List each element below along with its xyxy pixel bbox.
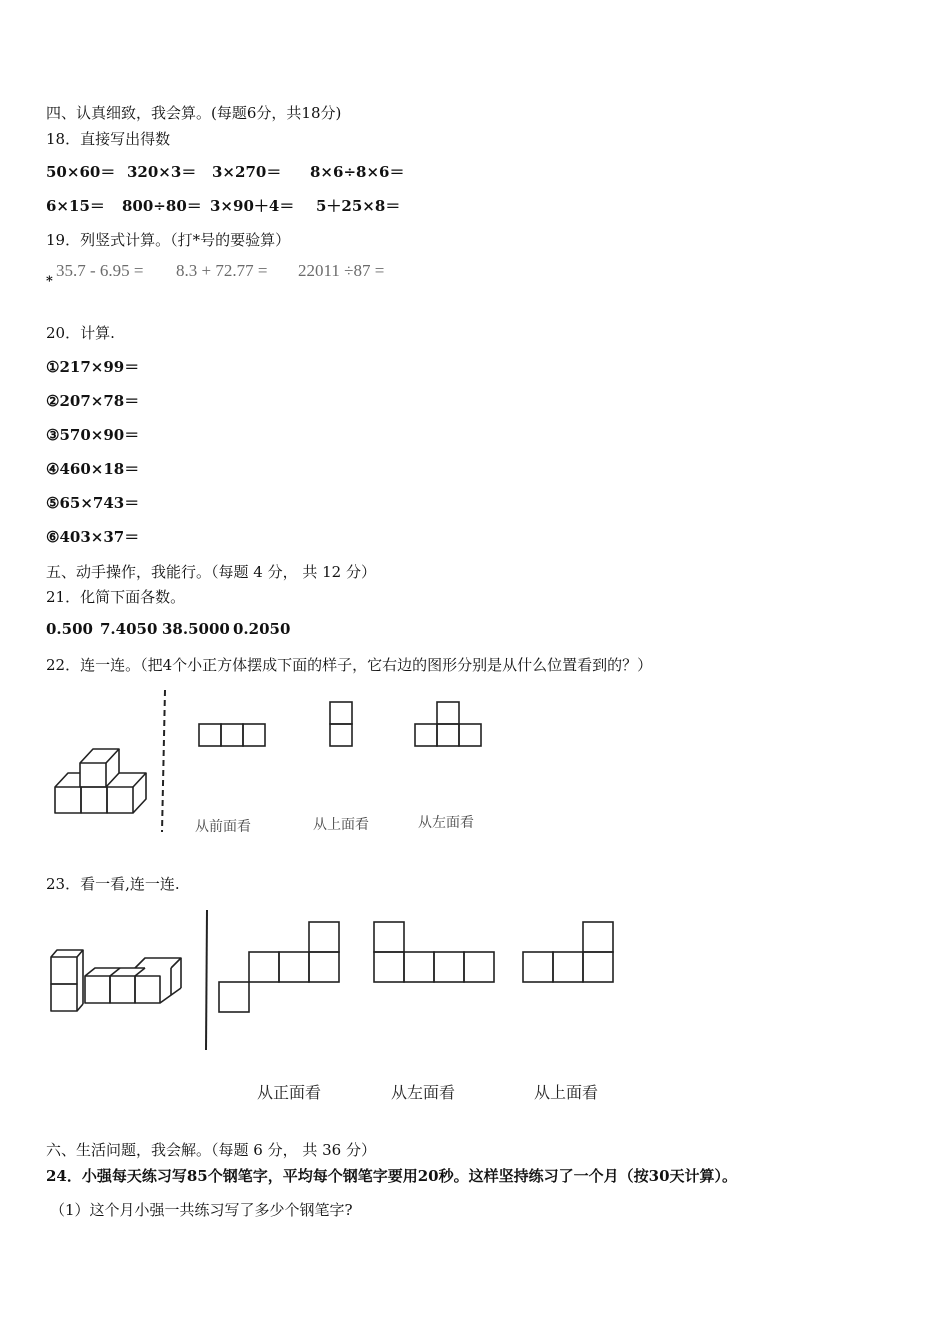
q18-item: 8×6÷8×6＝ [310, 163, 405, 181]
q24-title: 24．小强每天练习写85个钢笔字，平均每个钢笔字要用20秒。这样坚持练习了一个月（按30天计算）。 [46, 1167, 738, 1185]
q22-title: 22．连一连。（把4个小正方体摆成下面的样子，它右边的图形分别是从什么位置看到的？） [46, 656, 653, 674]
q18-title: 18．直接写出得数 [46, 130, 171, 148]
q20-item: ②207×78＝ [46, 392, 140, 410]
q20-item: ④460×18＝ [46, 460, 140, 478]
q23-caption: 从上面看 [534, 1083, 599, 1102]
q23-title: 23．看一看,连一连. [46, 875, 180, 893]
q20-item: ③570×90＝ [46, 426, 140, 444]
q21-value: 0.2050 [233, 620, 291, 638]
q19-expr: 8.3 + 72.77 = [176, 261, 268, 280]
q19-star: * [46, 274, 53, 289]
q20-item: ①217×99＝ [46, 358, 140, 376]
q20-item: ⑤65×743＝ [46, 494, 140, 512]
q18-item: 3×90＋4＝ [210, 197, 295, 215]
q19-title: 19．列竖式计算。（打*号的要验算） [46, 231, 291, 249]
q20-title: 20．计算. [46, 324, 115, 342]
q21-value: 38.5000 [162, 620, 230, 638]
q18-item: 6×15＝ [46, 197, 105, 215]
q22-caption: 从上面看 [313, 817, 369, 833]
section-4-heading: 四、认真细致，我会算。(每题6分，共18分) [46, 104, 342, 122]
q21-value: 0.500 [46, 620, 93, 638]
q21-title: 21．化简下面各数。 [46, 588, 186, 606]
q23-caption: 从正面看 [257, 1083, 322, 1102]
q21-value: 7.4050 [100, 620, 158, 638]
q23-caption: 从左面看 [391, 1083, 456, 1102]
q18-item: 5＋25×8＝ [316, 197, 401, 215]
q22-caption: 从前面看 [195, 819, 251, 835]
q18-item: 800÷80＝ [122, 197, 202, 215]
q19-expr: 35.7 - 6.95 = [56, 261, 144, 280]
q18-item: 50×60＝ [46, 163, 116, 181]
q18-item: 320×3＝ [127, 163, 197, 181]
section-6-heading: 六、生活问题，我会解。（每题 6 分， 共 36 分） [46, 1141, 376, 1159]
q24-sub-question-1: （1）这个月小强一共练习写了多少个钢笔字? [50, 1201, 353, 1219]
q18-item: 3×270＝ [212, 163, 282, 181]
q19-expr: 22011 ÷87 = [298, 261, 385, 280]
section-5-heading: 五、动手操作，我能行。（每题 4 分， 共 12 分） [46, 563, 376, 581]
q20-item: ⑥403×37＝ [46, 528, 140, 546]
q22-caption: 从左面看 [418, 815, 474, 831]
